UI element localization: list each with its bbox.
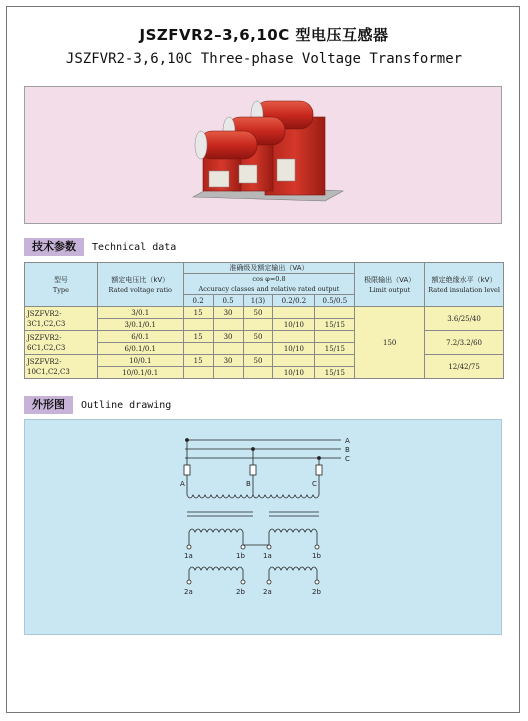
table-row <box>25 355 504 367</box>
terminal-label-c: C <box>312 480 317 488</box>
terminal-label-1b-2: 1b <box>312 552 321 560</box>
page-title-english: JSZFVR2-3,6,10C Three-phase Voltage Transformer <box>65 51 463 67</box>
terminal-label-2b: 2b <box>236 588 245 596</box>
terminal-label-a: A <box>180 480 185 488</box>
terminal-label-1a-2: 1a <box>263 552 272 560</box>
terminal-label-1b: 1b <box>236 552 245 560</box>
output-cell <box>213 343 243 355</box>
table-header-row <box>25 263 504 274</box>
terminal-label-2a-2: 2a <box>263 588 272 596</box>
output-cell <box>315 355 355 367</box>
terminal-label-2a: 2a <box>184 588 193 596</box>
output-cell <box>183 319 213 331</box>
outline-drawing-panel <box>24 419 502 635</box>
output-cell <box>273 355 315 367</box>
ratio-cell: 6/0.1 <box>97 331 183 343</box>
insulation-cell: 3.6/25/40 <box>425 307 504 331</box>
terminal-label-2b-2: 2b <box>312 588 321 596</box>
header-accuracy-sub: cos φ=0.8 Accuracy classes and relative rated output <box>183 274 355 295</box>
output-cell <box>183 343 213 355</box>
type-cell: JSZFVR2-10C1,C2,C3 <box>25 355 98 379</box>
output-cell: 15/15 <box>315 343 355 355</box>
header-limit: 极限输出（VA） Limit output <box>355 263 425 307</box>
output-cell: 15/15 <box>315 367 355 379</box>
output-cell <box>315 331 355 343</box>
class-cell: 0.5/0.5 <box>315 295 355 307</box>
transformer-photo <box>25 87 503 225</box>
output-cell: 10/10 <box>273 343 315 355</box>
output-cell <box>315 307 355 319</box>
output-cell: 15 <box>183 355 213 367</box>
class-cell: 0.5 <box>213 295 243 307</box>
output-cell: 50 <box>243 331 273 343</box>
wiring-diagram <box>25 420 503 636</box>
product-photo-panel <box>24 86 502 224</box>
bus-label-c: C <box>345 455 350 463</box>
type-cell: JSZFVR2-3C1,C2,C3 <box>25 307 98 331</box>
insulation-cell: 12/42/75 <box>425 355 504 379</box>
output-cell <box>243 319 273 331</box>
insulation-cell: 7.2/3.2/60 <box>425 331 504 355</box>
outline-drawing-heading <box>24 396 171 414</box>
output-cell: 10/10 <box>273 319 315 331</box>
ratio-cell: 10/0.1 <box>97 355 183 367</box>
class-cell: 1(3) <box>243 295 273 307</box>
table-row <box>25 331 504 343</box>
output-cell: 15 <box>183 307 213 319</box>
header-insulation: 额定绝缘水平（kV） Rated insulation level <box>425 263 504 307</box>
outline-drawing-tag: 外形图 <box>24 396 73 414</box>
bus-label-a: A <box>345 437 350 445</box>
table-row <box>25 307 504 319</box>
output-cell <box>273 331 315 343</box>
output-cell: 30 <box>213 355 243 367</box>
ratio-cell: 6/0.1/0.1 <box>97 343 183 355</box>
output-cell <box>273 307 315 319</box>
output-cell: 30 <box>213 307 243 319</box>
output-cell: 50 <box>243 355 273 367</box>
type-cell: JSZFVR2-6C1,C2,C3 <box>25 331 98 355</box>
output-cell <box>213 319 243 331</box>
output-cell: 10/10 <box>273 367 315 379</box>
header-accuracy: 准确级及额定输出（VA） <box>183 263 355 274</box>
limit-output-cell: 150 <box>355 307 425 379</box>
page-title-chinese: JSZFVR2–3,6,10C 型电压互感器 <box>139 26 389 44</box>
output-cell: 50 <box>243 307 273 319</box>
bus-label-b: B <box>345 446 350 454</box>
output-cell: 15/15 <box>315 319 355 331</box>
technical-data-heading <box>24 238 176 256</box>
terminal-label-1a: 1a <box>184 552 193 560</box>
technical-data-label: Technical data <box>92 241 177 253</box>
output-cell <box>213 367 243 379</box>
terminal-label-b: B <box>246 480 251 488</box>
header-type: 型号 Type <box>25 263 98 307</box>
output-cell <box>243 343 273 355</box>
ratio-cell: 3/0.1 <box>97 307 183 319</box>
output-cell <box>183 367 213 379</box>
ratio-cell: 10/0.1/0.1 <box>97 367 183 379</box>
technical-data-table <box>24 262 504 379</box>
output-cell: 30 <box>213 331 243 343</box>
output-cell: 15 <box>183 331 213 343</box>
header-ratio: 额定电压比（kV） Rated voltage ratio <box>97 263 183 307</box>
class-cell: 0.2/0.2 <box>273 295 315 307</box>
class-cell: 0.2 <box>183 295 213 307</box>
technical-data-tag: 技术参数 <box>24 238 84 256</box>
ratio-cell: 3/0.1/0.1 <box>97 319 183 331</box>
outline-drawing-label: Outline drawing <box>81 399 172 411</box>
output-cell <box>243 367 273 379</box>
